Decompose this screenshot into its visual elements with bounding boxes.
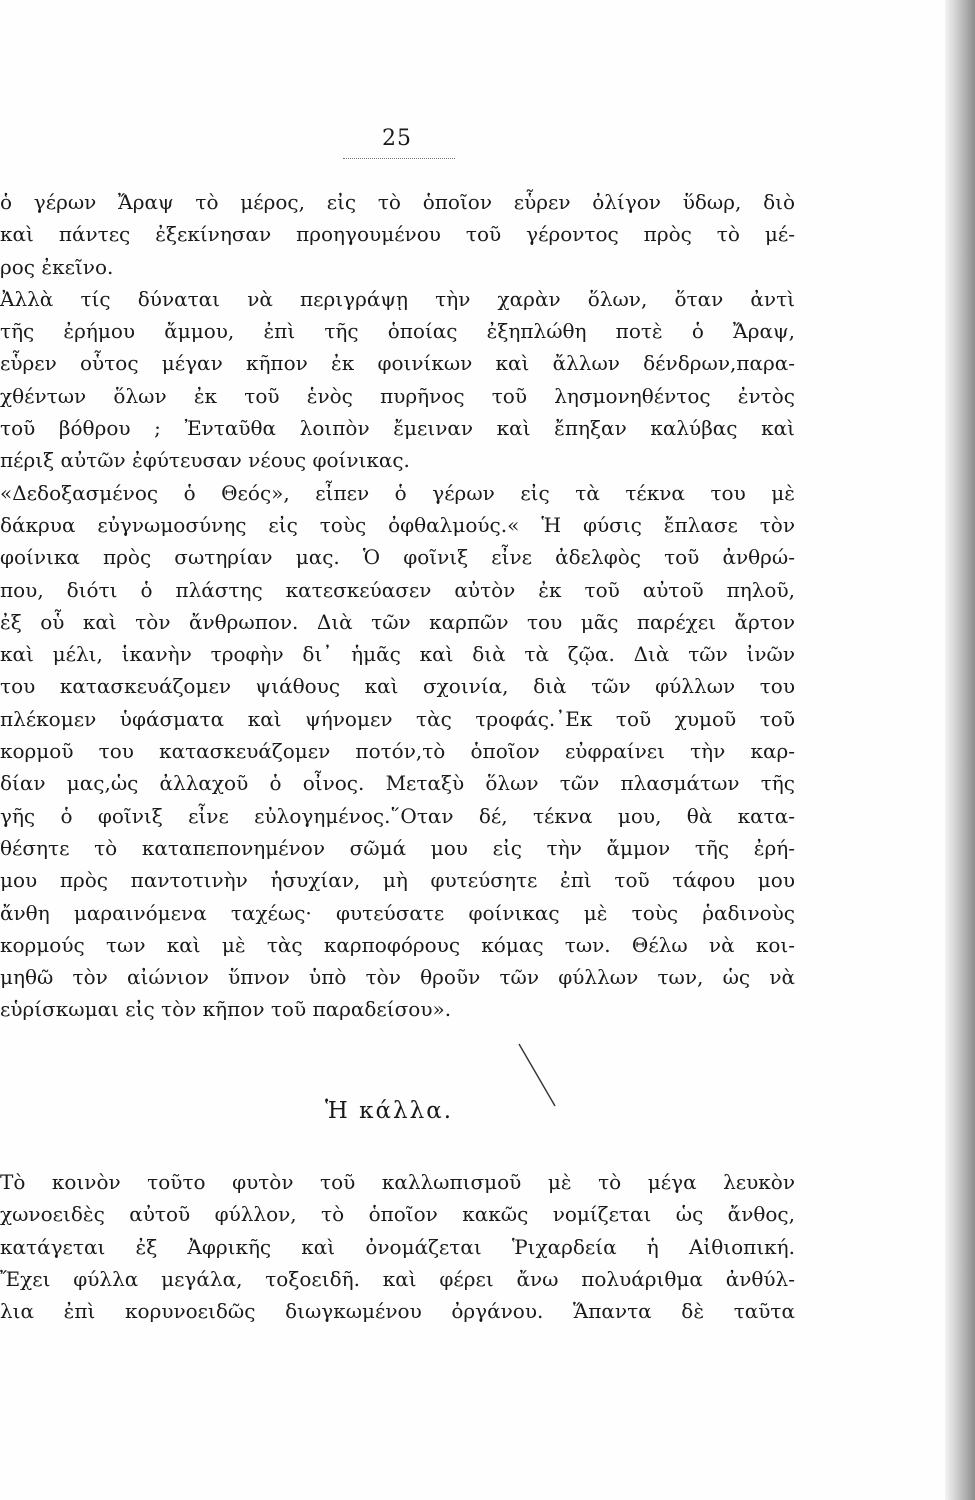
text-line: δάκρυα εὐγνωμοσύνης εἰς τοὺς ὀφθαλμούς.« Ἡ φύσις ἔπλασε τὸν — [0, 512, 795, 537]
text-line: «Δεδοξασμένος ὁ Θεός», εἶπεν ὁ γέρων εἰς τὰ τέκνα του μὲ — [0, 480, 795, 505]
text-line: που, διότι ὁ πλάστης κατεσκεύασεν αὐτὸν ἐκ τοῦ αὐτοῦ πηλοῦ, — [0, 577, 795, 602]
text-line: ἄνθη μαραινόμενα ταχέως· φυτεύσατε φοίνικας μὲ τοὺς ῥαδινοὺς — [0, 900, 795, 925]
text-line: μου πρὸς παντοτινὴν ἡσυχίαν, μὴ φυτεύσητε ἐπὶ τοῦ τάφου μου — [0, 868, 795, 893]
text-line: μηθῶ τὸν αἰώνιον ὕπνον ὑπὸ τὸν θροῦν τῶν φύλλων των, ὡς νὰ — [0, 965, 795, 990]
page-number: 25 — [382, 126, 412, 151]
page-number-rule — [343, 158, 455, 159]
text-line: πλέκομεν ὑφάσματα καὶ ψήνομεν τὰς τροφάς.᾽Εκ τοῦ χυμοῦ τοῦ — [0, 706, 795, 731]
page-edge-shadow — [945, 0, 975, 1500]
text-line: χθέντων ὅλων ἐκ τοῦ ἑνὸς πυρῆνος τοῦ λησμονηθέντος ἐντὸς — [0, 383, 795, 408]
text-line: ὁ γέρων Ἄραψ τὸ μέρος, εἰς τὸ ὁποῖον εὗρεν ὀλίγον ὕδωρ, διὸ — [0, 190, 795, 214]
text-line: Ἔχει φύλλα μεγάλα, τοξοειδῆ. καὶ φέρει ἄνω πολυάριθμα ἀνθύλ- — [0, 1266, 795, 1291]
story-paragraph — [0, 186, 795, 1026]
text-line: δίαν μας,ὡς ἀλλαχοῦ ὁ οἶνος. Μεταξὺ ὅλων τῶν πλασμάτων τῆς — [0, 771, 795, 796]
text-line: ρος ἐκεῖνο. — [0, 254, 114, 279]
section-heading: Ἡ κάλλα. — [325, 1098, 454, 1124]
text-line: λια ἐπὶ κορυνοειδῶς διωγκωμένου ὀργάνου. Ἅπαντα δὲ ταῦτα — [0, 1299, 795, 1324]
text-line: τοῦ βόθρου ; Ἐνταῦθα λοιπὸν ἔμειναν καὶ ἔπηξαν καλύβας καὶ — [0, 416, 795, 441]
text-line: κορμούς των καὶ μὲ τὰς καρποφόρους κόμας των. Θέλω νὰ κοι- — [0, 932, 795, 957]
text-line: Ἀλλὰ τίς δύναται νὰ περιγράψῃ τὴν χαρὰν ὅλων, ὅταν ἀντὶ — [0, 286, 795, 311]
text-line: καὶ μέλι, ἱκανὴν τροφὴν δι᾽ ἡμᾶς καὶ διὰ τὰ ζῷα. Διὰ τῶν ἰνῶν — [0, 642, 795, 667]
text-line: εὗρεν οὗτος μέγαν κῆπον ἐκ φοινίκων καὶ ἄλλων δένδρων,παρα- — [0, 351, 795, 376]
text-line: εὑρίσκωμαι εἰς τὸν κῆπον τοῦ παραδείσου». — [0, 997, 452, 1022]
calla-paragraph — [0, 1166, 795, 1327]
text-line: Τὸ κοινὸν τοῦτο φυτὸν τοῦ καλλωπισμοῦ μὲ τὸ μέγα λευκὸν — [0, 1170, 795, 1194]
text-line: κατάγεται ἐξ Ἀφρικῆς καὶ ὀνομάζεται Ῥιχαρδεία ἡ Αἰθιοπική. — [0, 1234, 795, 1259]
text-line: γῆς ὁ φοῖνιξ εἶνε εὐλογημένος.῞Οταν δέ, τέκνα μου, θὰ κατα- — [0, 803, 795, 828]
text-line: τῆς ἐρήμου ἄμμου, ἐπὶ τῆς ὁποίας ἐξηπλώθη ποτὲ ὁ Ἄραψ, — [0, 319, 795, 344]
text-line: κορμοῦ του κατασκευάζομεν ποτόν,τὸ ὁποῖον εὐφραίνει τὴν καρ- — [0, 739, 795, 764]
text-line: πέριξ αὐτῶν ἐφύτευσαν νέους φοίνικας. — [0, 448, 410, 473]
text-line: καὶ πάντες ἐξεκίνησαν προηγουμένου τοῦ γέροντος πρὸς τὸ μέ- — [0, 222, 795, 247]
text-line: χωνοειδὲς αὐτοῦ φύλλον, τὸ ὁποῖον κακῶς νομίζεται ὡς ἄνθος, — [0, 1202, 795, 1227]
text-line: του κατασκευάζομεν ψιάθους καὶ σχοινία, διὰ τῶν φύλλων του — [0, 674, 795, 699]
text-line: φοίνικα πρὸς σωτηρίαν μας. Ὁ φοῖνιξ εἶνε ἀδελφὸς τοῦ ἀνθρώ- — [0, 545, 795, 570]
pencil-mark — [515, 1040, 565, 1110]
text-line: θέσητε τὸ καταπεπονημένον σῶμά μου εἰς τὴν ἄμμον τῆς ἐρή- — [0, 835, 795, 860]
text-line: ἐξ οὗ καὶ τὸν ἄνθρωπον. Διὰ τῶν καρπῶν του μᾶς παρέχει ἄρτον — [0, 609, 795, 634]
